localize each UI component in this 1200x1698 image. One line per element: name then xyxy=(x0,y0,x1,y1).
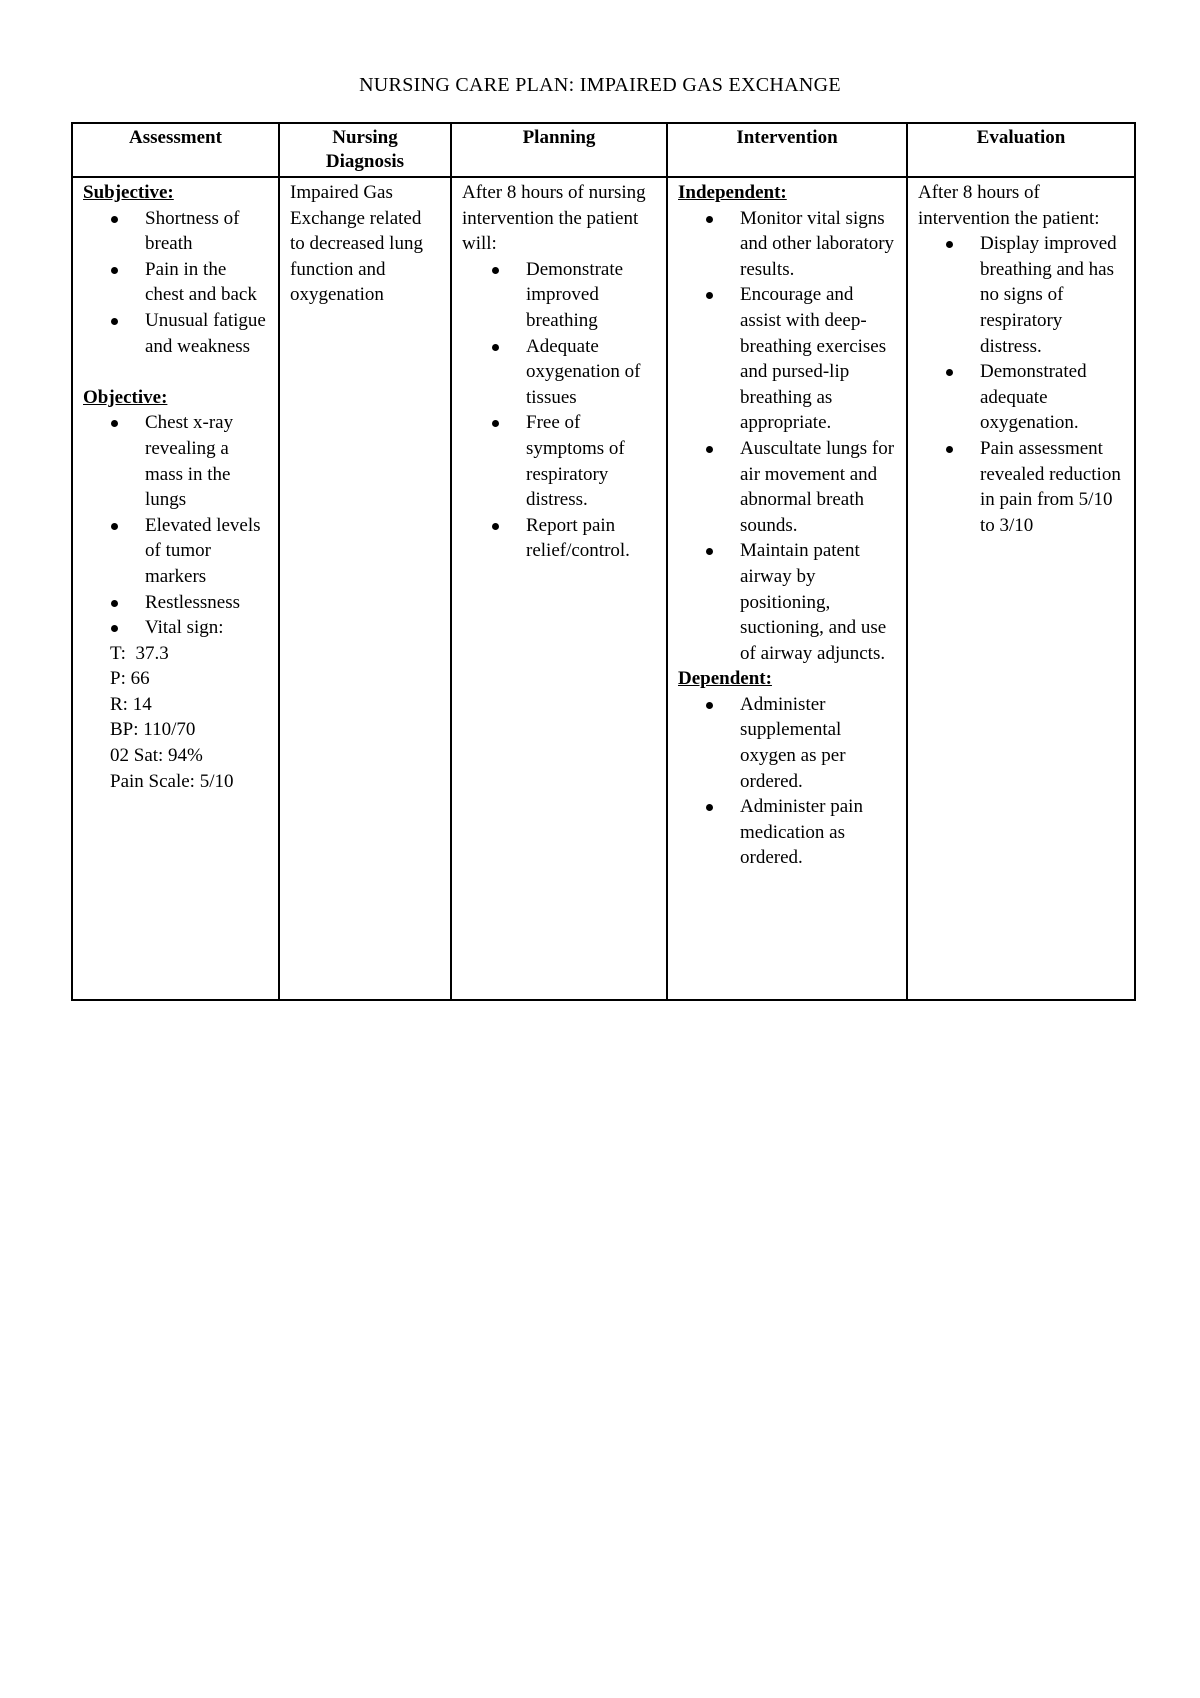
bullet-icon xyxy=(492,523,499,530)
evaluation-intro: After 8 hours of intervention the patient: xyxy=(918,182,1100,229)
header-diagnosis-line1: Nursing xyxy=(332,127,398,148)
evaluation-list xyxy=(918,231,1126,538)
diagnosis-cell xyxy=(279,177,451,1000)
header-intervention-label: Intervention xyxy=(736,127,838,148)
header-assessment-label: Assessment xyxy=(129,127,222,148)
bullet-icon xyxy=(946,241,953,248)
list-item: Auscultate lungs for air movement and abnormal breath sounds. xyxy=(740,436,898,538)
list-item: Monitor vital signs and other laboratory results. xyxy=(740,206,898,283)
content-row xyxy=(72,177,1135,1000)
header-planning-label: Planning xyxy=(522,127,596,148)
list-item: Demonstrated adequate oxygenation. xyxy=(980,359,1126,436)
vital-respiration: R: 14 xyxy=(110,693,152,715)
vital-temperature: T: 37.3 xyxy=(110,642,169,664)
planning-list xyxy=(462,257,658,564)
vital-pulse: P: 66 xyxy=(110,668,150,690)
list-item: Adequate oxygenation of tissues xyxy=(526,334,658,411)
header-intervention xyxy=(667,123,907,177)
list-item: Vital sign: xyxy=(145,615,270,641)
independent-list xyxy=(678,206,898,667)
list-item: Report pain relief/control. xyxy=(526,513,658,564)
objective-list xyxy=(83,410,270,640)
list-item: Elevated levels of tumor markers xyxy=(145,513,270,590)
planning-intro: After 8 hours of nursing intervention the patient will: xyxy=(462,182,646,255)
list-item: Pain in the chest and back xyxy=(145,257,270,308)
bullet-icon xyxy=(111,523,118,530)
list-item: Pain assessment revealed reduction in pain from 5/10 to 3/10 xyxy=(980,436,1126,538)
dependent-list xyxy=(678,692,898,871)
evaluation-cell xyxy=(907,177,1135,1000)
bullet-icon xyxy=(706,804,713,811)
header-diagnosis-line2: Diagnosis xyxy=(325,151,405,172)
list-item: Demonstrate improved breathing xyxy=(526,257,658,334)
header-nursing-diagnosis xyxy=(279,123,451,177)
bullet-icon xyxy=(111,625,118,632)
list-item: Chest x-ray revealing a mass in the lungs xyxy=(145,410,270,512)
header-assessment xyxy=(72,123,279,177)
header-row xyxy=(72,123,1135,177)
assessment-cell xyxy=(72,177,279,1000)
objective-label: Objective: xyxy=(83,386,168,408)
bullet-icon xyxy=(111,318,118,325)
vital-oxygen-saturation: 02 Sat: 94% xyxy=(110,745,203,767)
bullet-icon xyxy=(706,292,713,299)
list-item: Administer supplemental oxygen as per ordered. xyxy=(740,692,898,794)
bullet-icon xyxy=(946,369,953,376)
bullet-icon xyxy=(706,702,713,709)
bullet-icon xyxy=(111,216,118,223)
list-item: Display improved breathing and has no signs of respiratory distress. xyxy=(980,231,1126,359)
bullet-icon xyxy=(706,548,713,555)
header-evaluation xyxy=(907,123,1135,177)
bullet-icon xyxy=(706,446,713,453)
list-item: Restlessness xyxy=(145,590,270,616)
list-item: Encourage and assist with deep-breathing exercises and pursed-lip breathing as appropriate. xyxy=(740,282,898,436)
list-item: Administer pain medication as ordered. xyxy=(740,794,898,871)
list-item: Free of symptoms of respiratory distress. xyxy=(526,410,658,512)
vital-blood-pressure: BP: 110/70 xyxy=(110,719,196,741)
intervention-cell xyxy=(667,177,907,1000)
header-planning xyxy=(451,123,667,177)
list-item: Maintain patent airway by positioning, suctioning, and use of airway adjuncts. xyxy=(740,538,898,666)
planning-cell xyxy=(451,177,667,1000)
bullet-icon xyxy=(492,267,499,274)
care-plan-table xyxy=(71,122,1136,1001)
list-item: Shortness of breath xyxy=(145,206,270,257)
list-item: Unusual fatigue and weakness xyxy=(145,308,270,359)
bullet-icon xyxy=(492,344,499,351)
subjective-label: Subjective: xyxy=(83,182,174,203)
vital-signs xyxy=(83,641,270,795)
vital-pain-scale: Pain Scale: 5/10 xyxy=(110,770,234,792)
bullet-icon xyxy=(946,446,953,453)
bullet-icon xyxy=(111,267,118,274)
independent-label: Independent: xyxy=(678,182,787,203)
diagnosis-text: Impaired Gas Exchange related to decreased lung function and oxygenation xyxy=(290,182,423,306)
bullet-icon xyxy=(111,600,118,607)
bullet-icon xyxy=(111,420,118,427)
bullet-icon xyxy=(492,420,499,427)
header-evaluation-label: Evaluation xyxy=(976,127,1066,148)
bullet-icon xyxy=(706,216,713,223)
document-title: NURSING CARE PLAN: IMPAIRED GAS EXCHANGE xyxy=(359,74,841,96)
subjective-list xyxy=(83,206,270,360)
dependent-label: Dependent: xyxy=(678,668,772,690)
